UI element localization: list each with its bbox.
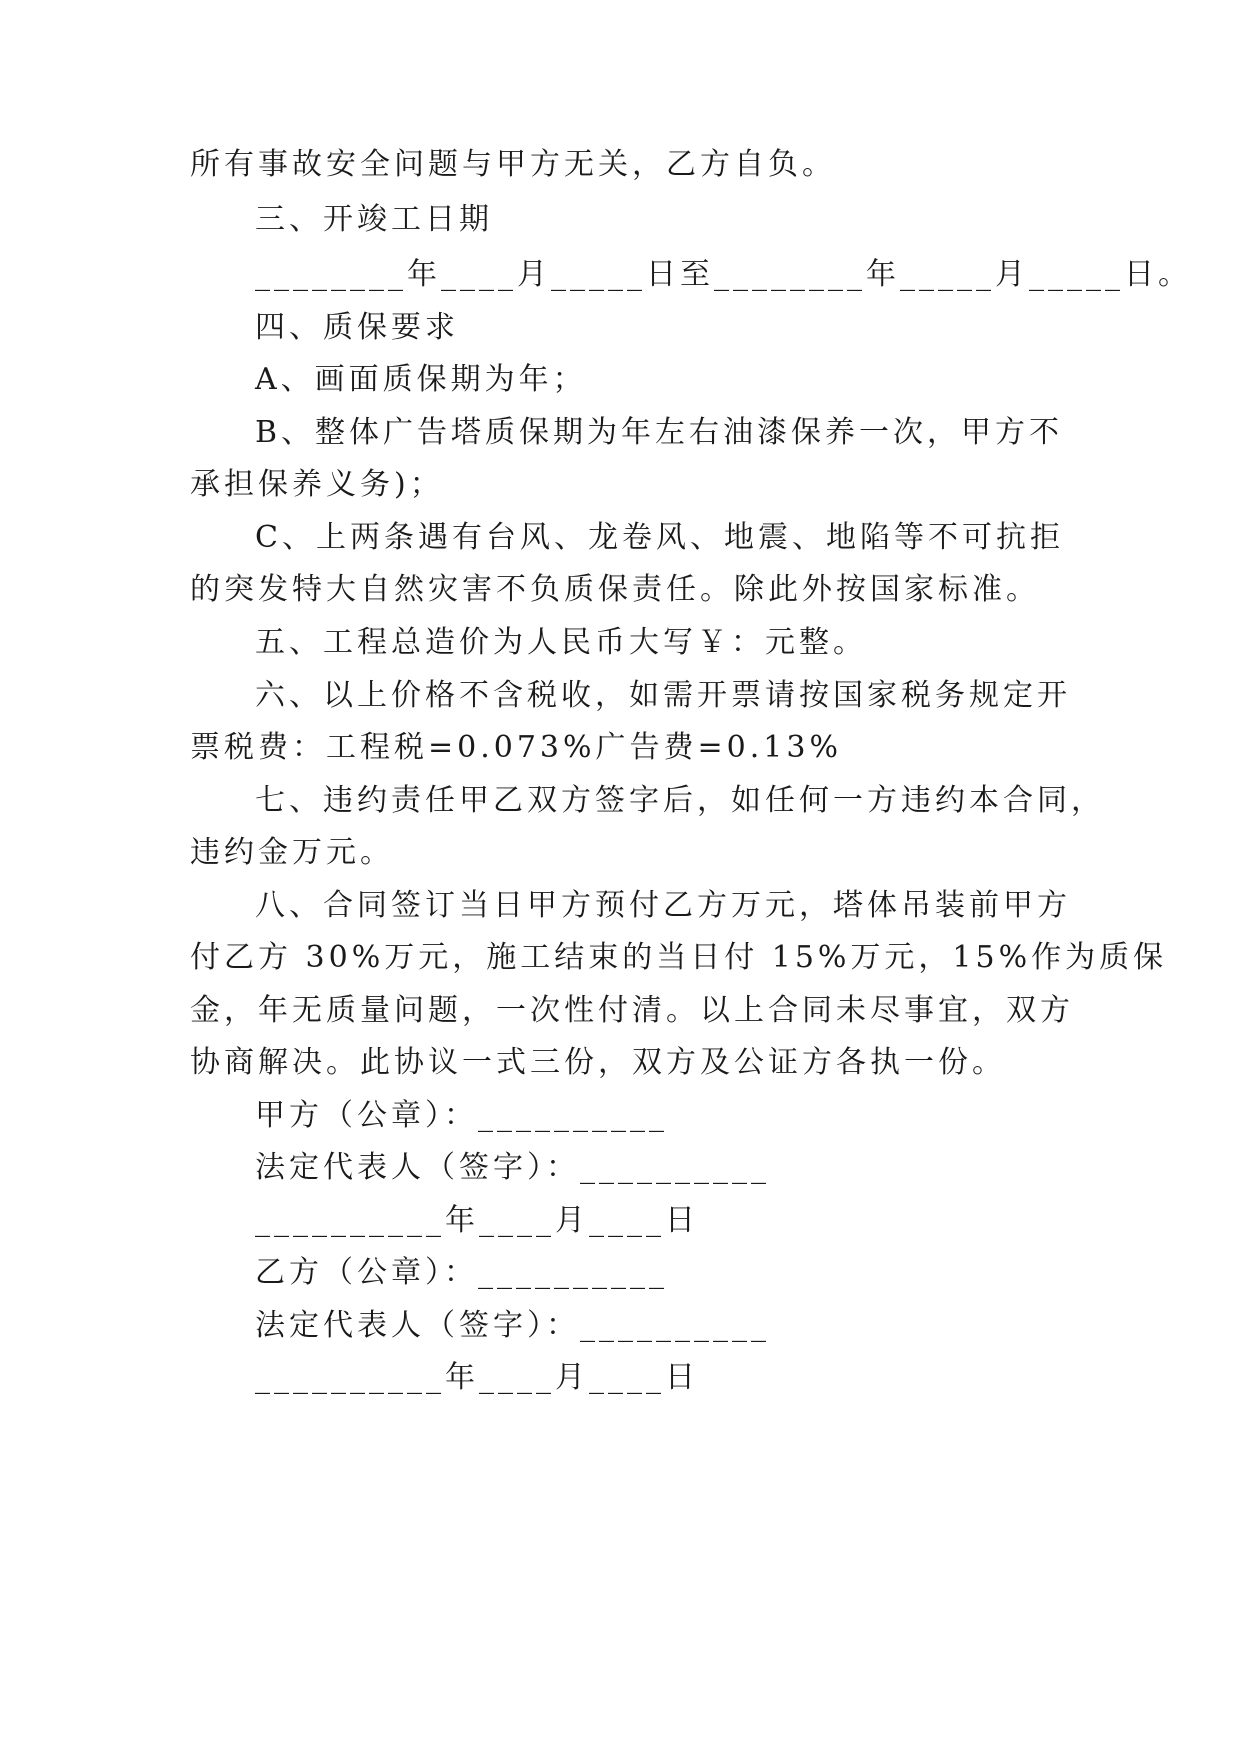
paragraph-line: 付乙方 30%万元，施工结束的当日付 15%万元，15%作为质保 [190, 940, 1168, 975]
paragraph-line: 金，年无质量问题，一次性付清。以上合同未尽事宜，双方 [190, 993, 1074, 1028]
paragraph-line: 所有事故安全问题与甲方无关，乙方自负。 [190, 147, 836, 182]
paragraph-line: 八、合同签订当日甲方预付乙方万元，塔体吊装前甲方 [255, 888, 1071, 923]
paragraph-line: 的突发特大自然灾害不负质保责任。除此外按国家标准。 [190, 572, 1040, 607]
section-heading: 四、质保要求 [255, 310, 459, 345]
party-a-representative-line: 法定代表人（签字）：__________ [255, 1150, 770, 1185]
paragraph-line: 五、工程总造价为人民币大写￥：元整。 [255, 625, 867, 660]
paragraph-line: 六、以上价格不含税收，如需开票请按国家税务规定开 [255, 678, 1071, 713]
paragraph-line: 承担保养义务)； [190, 467, 444, 502]
party-b-date-line: __________年____月____日 [255, 1360, 699, 1395]
paragraph-line: 票税费：工程税=0.073%广告费=0.13% [190, 730, 842, 765]
section-heading: 三、开竣工日期 [255, 202, 493, 237]
party-a-date-line: __________年____月____日 [255, 1203, 699, 1238]
paragraph-line: 违约金万元。 [190, 835, 394, 870]
paragraph-line: 七、违约责任甲乙双方签字后，如任何一方违约本合同， [255, 783, 1105, 818]
party-b-seal-line: 乙方（公章）：__________ [255, 1255, 668, 1290]
paragraph-line: B、整体广告塔质保期为年左右油漆保养一次，甲方不 [255, 415, 1064, 450]
party-a-seal-line: 甲方（公章）：__________ [255, 1098, 668, 1133]
paragraph-line: A、画面质保期为年； [255, 362, 587, 397]
date-fill-line: ________年____月_____日至________年_____月_____日。 [255, 257, 1192, 292]
party-b-representative-line: 法定代表人（签字）：__________ [255, 1308, 770, 1343]
paragraph-line: 协商解决。此协议一式三份，双方及公证方各执一份。 [190, 1045, 1006, 1080]
paragraph-line: C、上两条遇有台风、龙卷风、地震、地陷等不可抗拒 [255, 520, 1064, 555]
